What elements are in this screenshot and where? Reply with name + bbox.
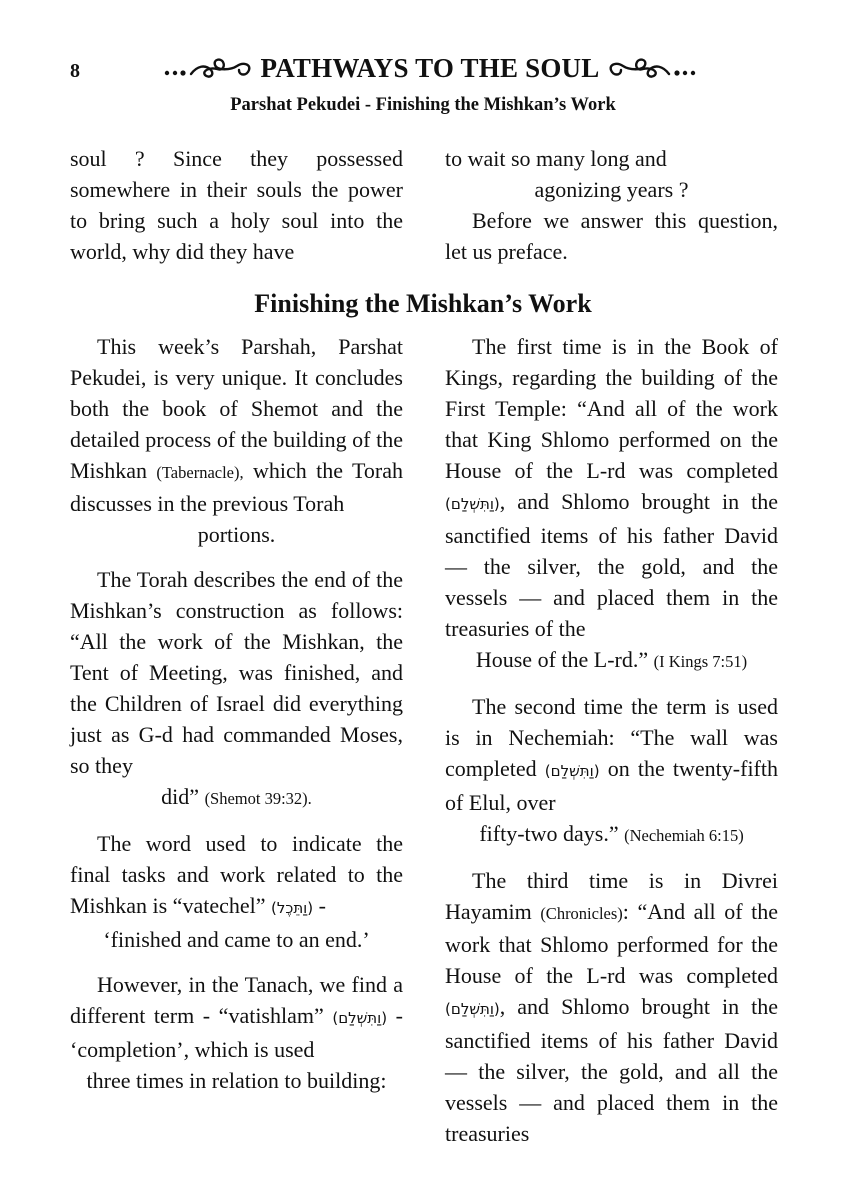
continued-paragraph: soul ? Since they possessed somewhere in their souls the power to bring such a holy soul into the world, why did they have <box>70 146 403 264</box>
top-left-column <box>70 143 403 267</box>
page-number: 8 <box>70 60 80 82</box>
paragraph-divrei-hayamim: The third time is in Divrei Hayamim (Chronicles): “And all of the work that Shlomo performed for the House of the L-rd was completed (וַתִּשְׁלַם), and Shlomo brought in the sanctified items of his father David — the silver, the gold, and all the vessels — and placed them in the treasuries <box>445 868 778 1146</box>
continued-paragraph-end: to wait so many long and agonizing years ? <box>445 146 689 202</box>
paragraph-vatishlam: However, in the Tanach, we find a different term - “vatishlam” (וַתִּשְׁלַם) - ‘completion’, which is used three times in relation to building: <box>70 972 404 1093</box>
paragraph-nechemiah: The second time the term is used is in Nechemiah: “The wall was completed (וַתִּשְׁלַם) on the twenty-fifth of Elul, over fifty-two days.” (Nechemiah 6:15) <box>445 694 778 846</box>
paragraph-vatechel: The word used to indicate the final tasks and work related to the Mishkan is “vatechel” (וַתֵּכֶל) - ‘finished and came to an end.’ <box>70 831 403 952</box>
running-title: PATHWAYS TO THE SOUL <box>260 52 600 83</box>
top-right-column <box>445 143 778 267</box>
paragraph-parshah-intro: This week’s Parshah, Parshat Pekudei, is very unique. It concludes both the book of Shemot and the detailed process of the building of the Mishkan (Tabernacle), which the Torah discusses in the previous Torah portions. <box>70 334 403 547</box>
page-subtitle: Parshat Pekudei - Finishing the Mishkan’s Work <box>230 95 616 115</box>
left-ornament-icon <box>161 56 253 80</box>
section-heading: Finishing the Mishkan’s Work <box>254 289 592 318</box>
preface-paragraph: Before we answer this question, let us preface. <box>445 208 778 264</box>
paragraph-torah-describes: The Torah describes the end of the Mishkan’s construction as follows: “All the work of the Mishkan, the Tent of Meeting, was finished, and the Children of Israel did everything just as G-d had commanded Moses, so they did” (Shemot 39:32). <box>70 567 403 809</box>
right-column <box>445 331 778 1149</box>
left-column <box>70 331 403 1096</box>
paragraph-book-of-kings: The first time is in the Book of Kings, regarding the building of the First Temple: “And all of the work that King Shlomo performed on the House of the L-rd was completed (וַתִּשְׁלַם), and Shlomo brought in the sanctified items of his father David — the silver, the gold, and the vessels — and placed them in the treasuries of the House of the L-rd.” (I Kings 7:51) <box>445 334 778 672</box>
right-ornament-icon <box>607 56 699 80</box>
running-head <box>120 50 740 86</box>
